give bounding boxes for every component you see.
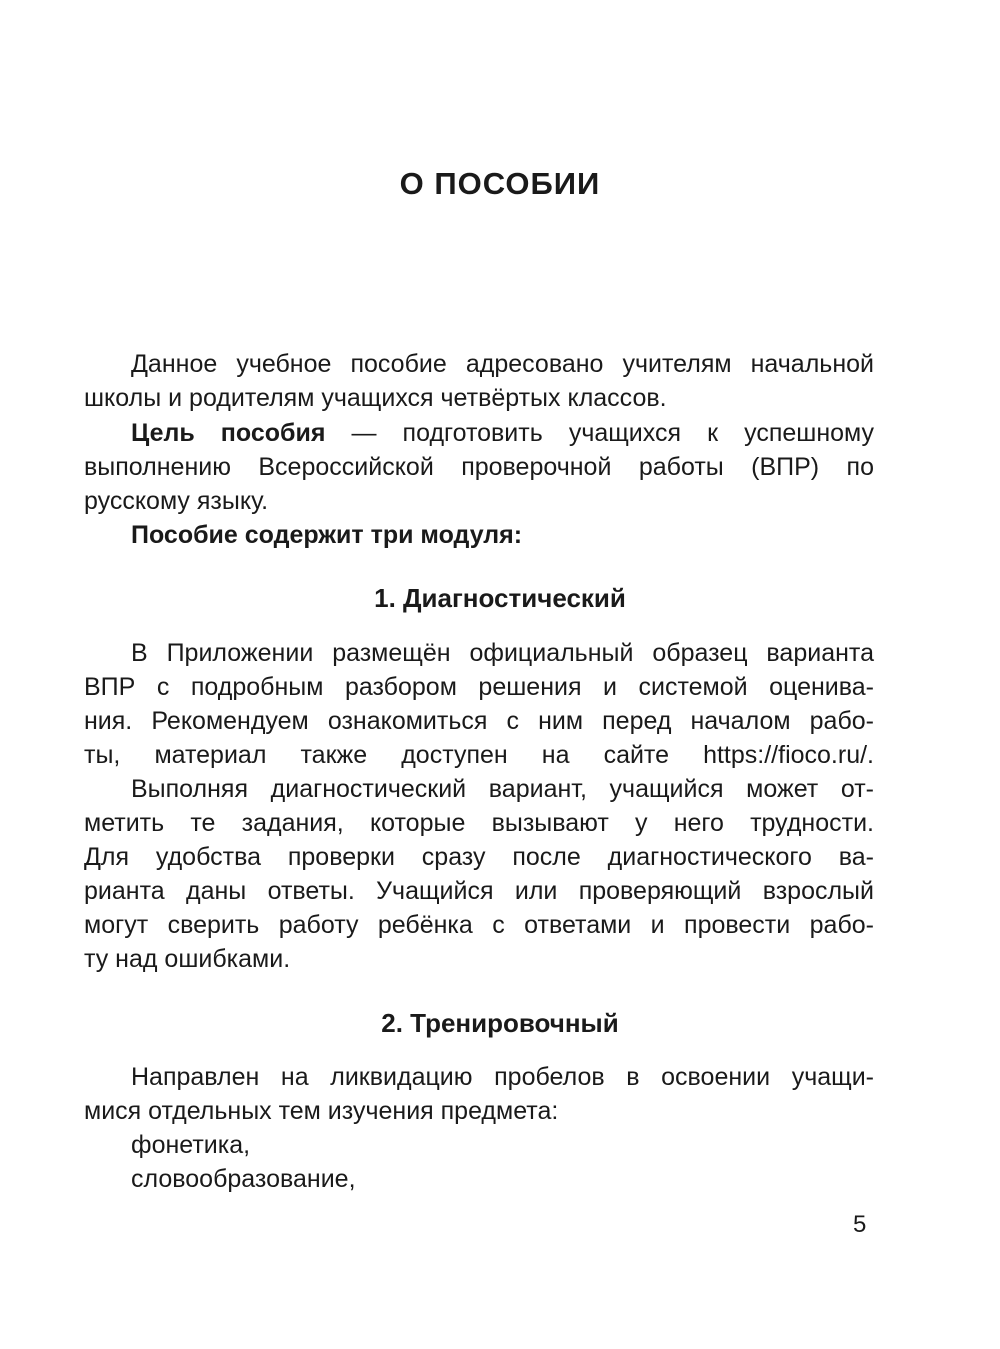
section1-line: могут сверить работу ребёнка с ответами и провести рабо-: [84, 911, 874, 939]
intro-line: школы и родителям учащихся четвёртых классов.: [84, 384, 667, 412]
goal-text: — подготовить учащихся к успешному: [351, 419, 874, 447]
goal-line: русскому языку.: [84, 487, 269, 515]
section1-line: ту над ошибками.: [84, 945, 291, 973]
section1-line: Выполняя диагностический вариант, учащийся может от-: [131, 775, 874, 803]
section-heading-training: 2. Тренировочный: [381, 1008, 619, 1038]
goal-line: [131, 418, 874, 448]
list-item: словообразование,: [131, 1165, 356, 1193]
section1-line: метить те задания, которые вызывают у него трудности.: [84, 809, 874, 837]
page-number: 5: [853, 1211, 867, 1238]
section1-line: рианта даны ответы. Учащийся или проверяющий взрослый: [84, 877, 874, 905]
section1-line: ты, материал также доступен на сайте https://fioco.ru/.: [84, 741, 874, 769]
goal-label: Цель пособия: [131, 419, 326, 447]
page-title: О ПОСОБИИ: [399, 166, 601, 201]
list-item: фонетика,: [131, 1131, 251, 1159]
goal-line: выполнению Всероссийской проверочной работы (ВПР) по: [84, 453, 874, 481]
section1-line: ВПР с подробным разбором решения и системой оценива-: [84, 673, 874, 701]
modules-heading: Пособие содержит три модуля:: [131, 521, 523, 549]
section1-line: ния. Рекомендуем ознакомиться с ним перед началом рабо-: [84, 707, 874, 735]
section2-line: Направлен на ликвидацию пробелов в освоении учащи-: [131, 1063, 874, 1091]
intro-line: Данное учебное пособие адресовано учителям начальной: [131, 350, 874, 378]
section1-line: В Приложении размещён официальный образец варианта: [131, 639, 874, 667]
section1-line: Для удобства проверки сразу после диагностического ва-: [84, 843, 874, 871]
section-heading-diagnostic: 1. Диагностический: [374, 583, 626, 613]
section2-line: мися отдельных тем изучения предмета:: [84, 1097, 559, 1125]
